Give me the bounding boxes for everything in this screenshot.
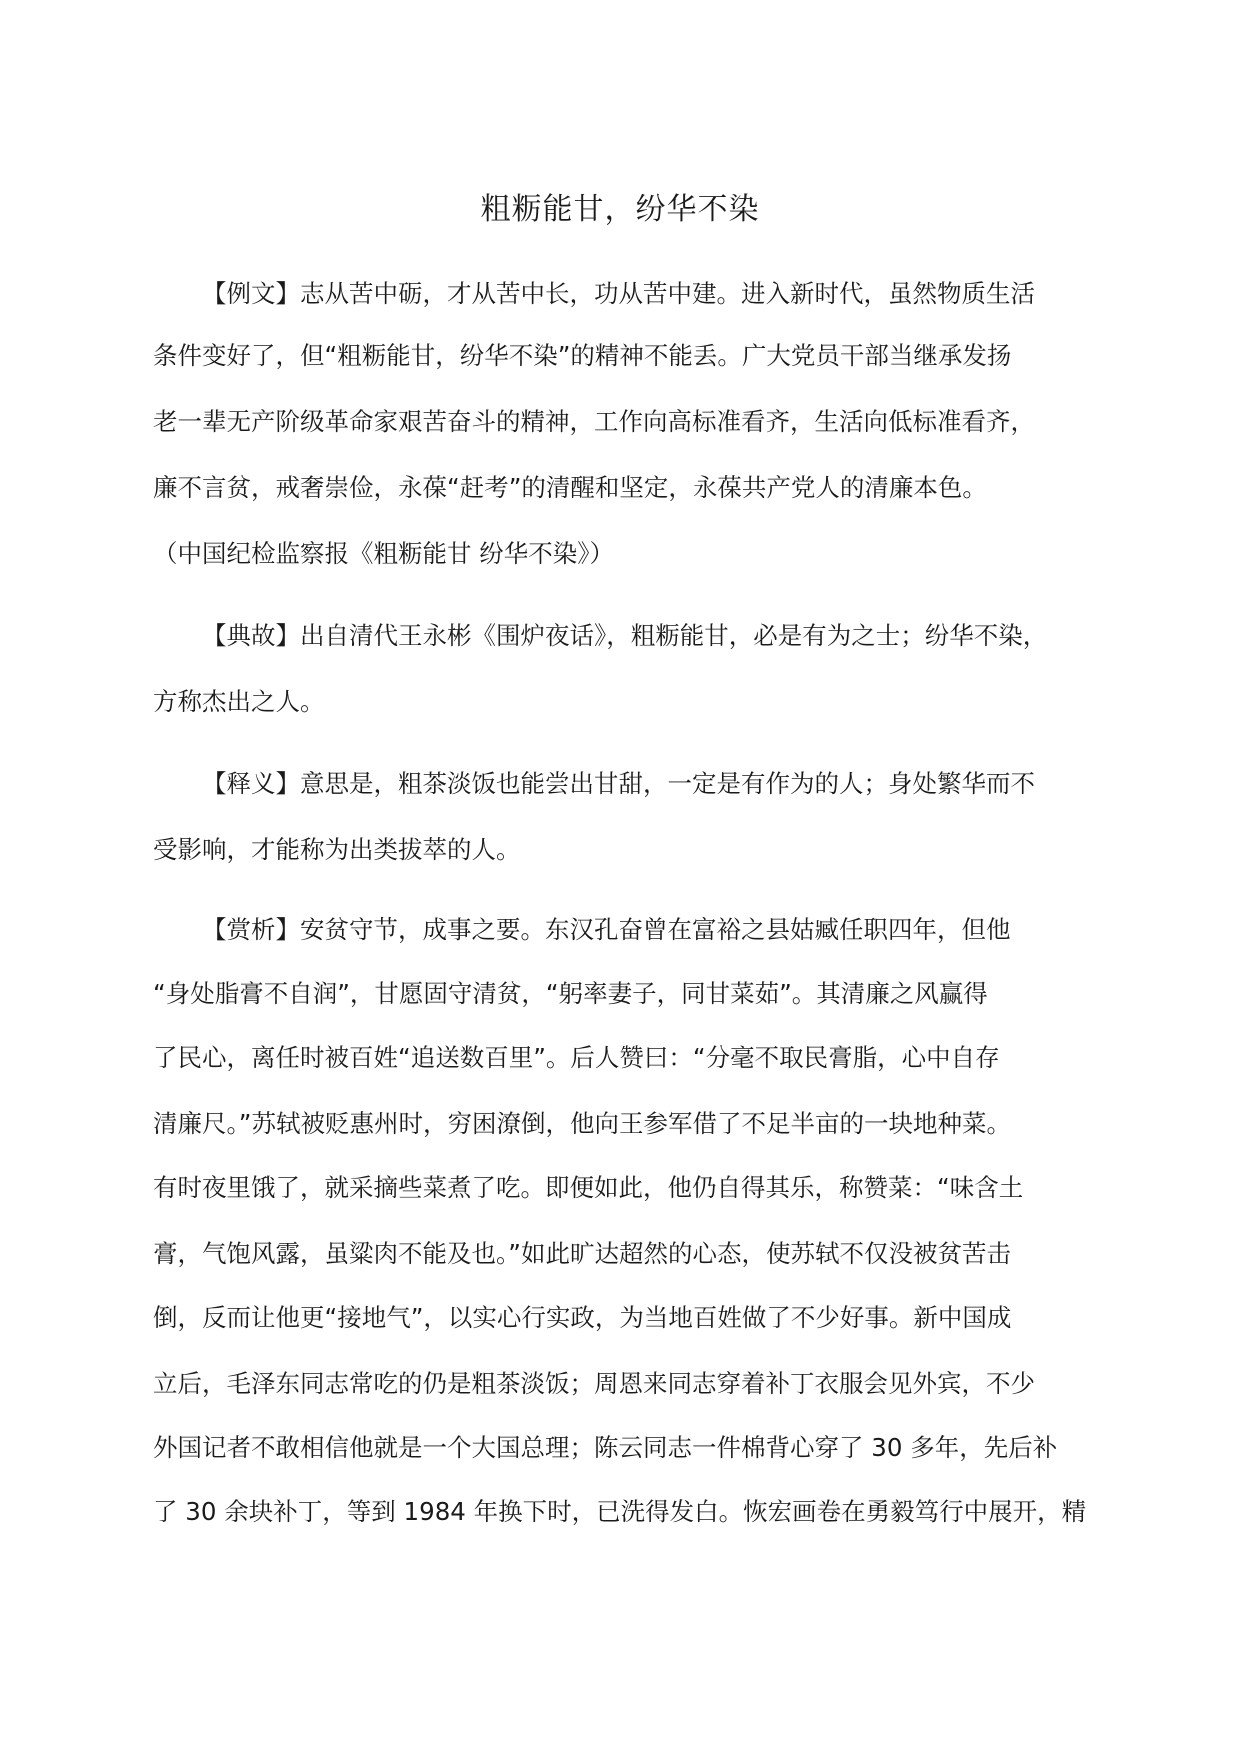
source-citation: （中国纪检监察报《粗粝能甘 纷华不染》）	[153, 539, 615, 568]
paragraph-line: 老一辈无产阶级革命家艰苦奋斗的精神，工作向高标准看齐，生活向低标准看齐，	[153, 407, 1035, 436]
paragraph-line: 【赏析】安贫守节，成事之要。东汉孔奋曾在富裕之县姑臧任职四年，但他	[202, 915, 1011, 944]
document-title: 粗粝能甘，纷华不染	[480, 192, 760, 227]
paragraph-line: “身处脂膏不自润”，甘愿固守清贫，“躬率妻子，同甘菜茹”。其清廉之风赢得	[153, 979, 988, 1008]
paragraph-line: 方称杰出之人。	[153, 687, 325, 716]
paragraph-line: 受影响，才能称为出类拔萃的人。	[153, 835, 521, 864]
paragraph-line: 立后，毛泽东同志常吃的仍是粗茶淡饭；周恩来同志穿着补丁衣服会见外宾，不少	[153, 1369, 1035, 1398]
paragraph-line: 【例文】志从苦中砺，才从苦中长，功从苦中建。进入新时代，虽然物质生活	[202, 279, 1035, 308]
paragraph-line: 廉不言贫，戒奢崇俭，永葆“赶考”的清醒和坚定，永葆共产党人的清廉本色。	[153, 473, 987, 502]
paragraph-line: 膏，气饱风露，虽粱肉不能及也。”如此旷达超然的心态，使苏轼不仅没被贫苦击	[153, 1239, 1011, 1268]
paragraph-line: 【释义】意思是，粗茶淡饭也能尝出甘甜，一定是有作为的人；身处繁华而不	[202, 769, 1035, 798]
paragraph-line: 外国记者不敢相信他就是一个大国总理；陈云同志一件棉背心穿了 30 多年，先后补	[153, 1433, 1058, 1462]
paragraph-line: 【典故】出自清代王永彬《围炉夜话》，粗粝能甘，必是有为之士；纷华不染，	[202, 621, 1048, 650]
paragraph-line: 条件变好了，但“粗粝能甘，纷华不染”的精神不能丢。广大党员干部当继承发扬	[153, 341, 1012, 370]
paragraph-line: 有时夜里饿了，就采摘些菜煮了吃。即便如此，他仍自得其乐，称赞菜：“味含土	[153, 1173, 1024, 1202]
paragraph-line: 了 30 余块补丁，等到 1984 年换下时，已洗得发白。恢宏画卷在勇毅笃行中展开，精	[153, 1497, 1087, 1526]
paragraph-line: 倒，反而让他更“接地气”，以实心行实政，为当地百姓做了不少好事。新中国成	[153, 1303, 1012, 1332]
paragraph-line: 清廉尺。”苏轼被贬惠州时，穷困潦倒，他向王参军借了不足半亩的一块地种菜。	[153, 1109, 1011, 1138]
paragraph-line: 了民心，离任时被百姓“追送数百里”。后人赞曰：“分毫不取民膏脂，心中自存	[153, 1043, 1000, 1072]
